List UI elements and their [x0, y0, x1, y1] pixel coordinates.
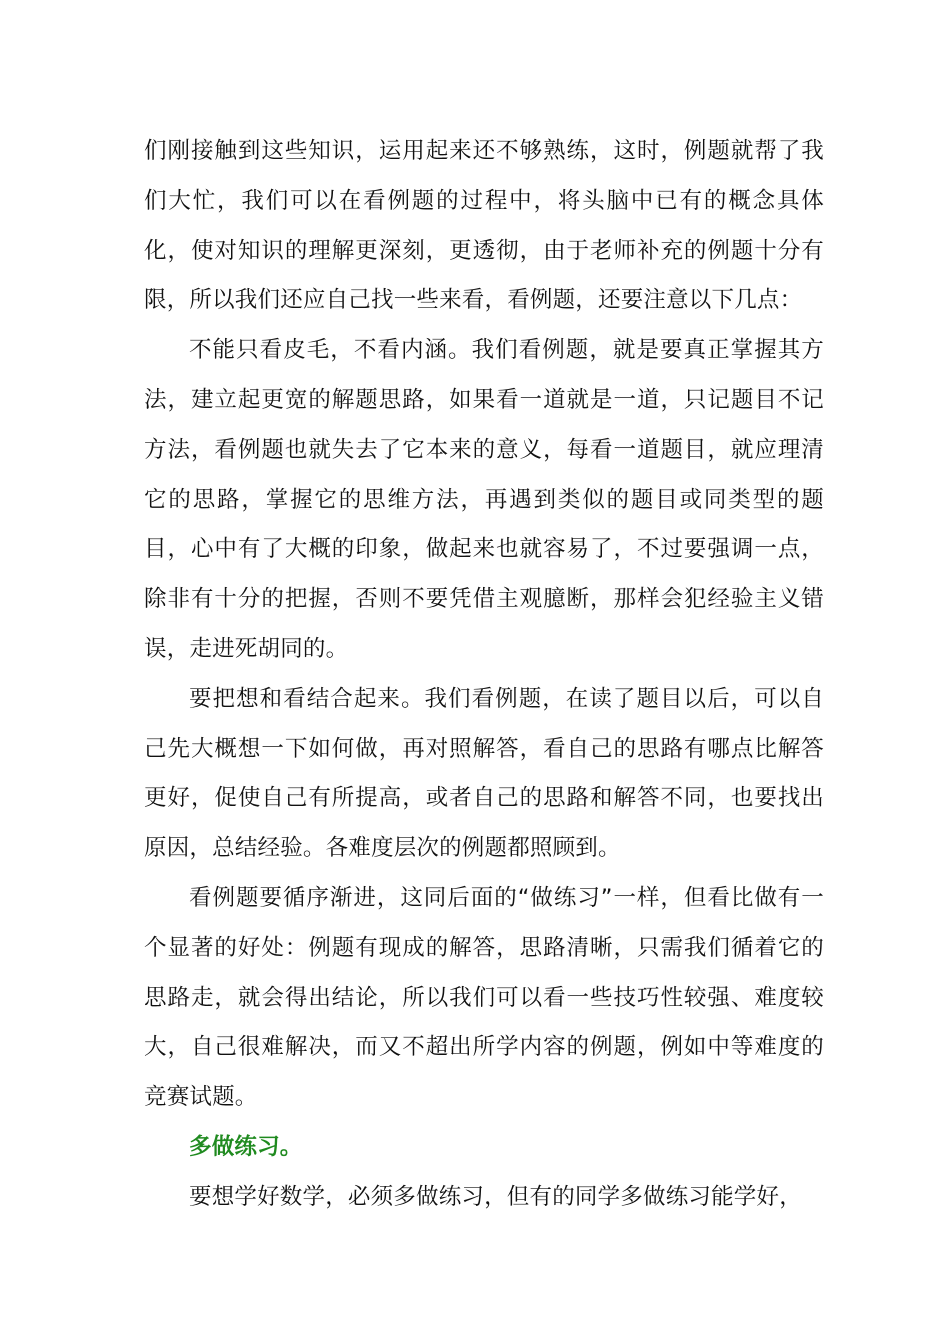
paragraph-practice: 要想学好数学，必须多做练习，但有的同学多做练习能学好， [189, 1183, 802, 1210]
section-heading: 多做练习。 [189, 1133, 303, 1160]
paragraph-continuation: 们刚接触到这些知识，运用起来还不够熟练，这时，例题就帮了我们大忙，我们可以在看例题的过程中，将头脑中已有的概念具体化，使对知识的理解更深刻，更透彻，由于老师补充的例题十分有限，所以我们还应自己找一些来看，看例题，还要注意以下几点： [144, 138, 824, 314]
paragraph-combine-thinking: 要把想和看结合起来。我们看例题，在读了题目以后，可以自己先大概想一下如何做，再对照解答，看自己的思路有哪点比解答更好，促使自己有所提高，或者自己的思路和解答不同，也要找出原因，总结经验。各难度层次的例题都照顾到。 [144, 685, 824, 862]
paragraph-look-beyond-surface: 不能只看皮毛，不看内涵。我们看例题，就是要真正掌握其方法，建立起更宽的解题思路，如果看一道就是一道，只记题目不记方法，看例题也就失去了它本来的意义，每看一道题目，就应理清它的思路，掌握它的思维方法，再遇到类似的题目或同类型的题目，心中有了大概的印象，做起来也就容易了，不过要强调一点，除非有十分的把握，否则不要凭借主观臆断，那样会犯经验主义错误，走进死胡同的。 [144, 337, 824, 662]
paragraph-step-by-step: 看例题要循序渐进，这同后面的“做练习”一样，但看比做有一个显著的好处：例题有现成的解答，思路清晰，只需我们循着它的思路走，就会得出结论，所以我们可以看一些技巧性较强、难度较大，自己很难解决，而又不超出所学内容的例题，例如中等难度的竞赛试题。 [144, 884, 824, 1111]
document-body [144, 127, 824, 1223]
